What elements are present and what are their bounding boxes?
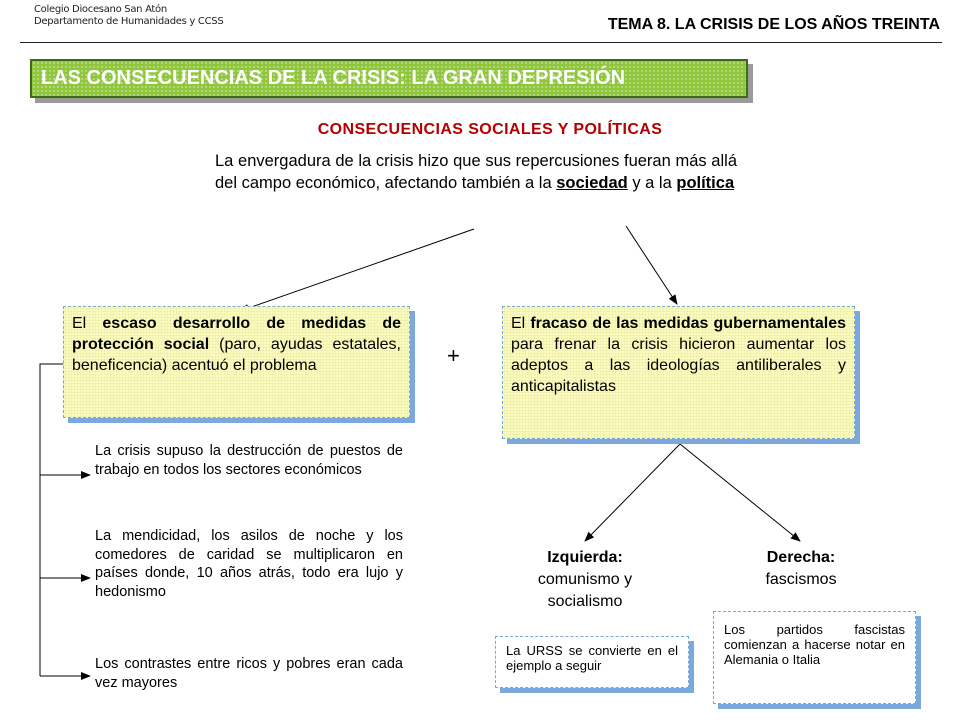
intro-sociedad: sociedad bbox=[556, 174, 628, 192]
bracket-line bbox=[40, 364, 63, 676]
tema-title: TEMA 8. LA CRISIS DE LOS AÑOS TREINTA bbox=[607, 16, 940, 33]
intro-text-b: y a la bbox=[627, 174, 677, 192]
derecha-line-1: fascismos bbox=[765, 571, 837, 588]
government-failure-box bbox=[502, 306, 855, 439]
bullet-mendicity: La mendicidad, los asilos de noche y los comedores de caridad se multiplicaron en países donde, 10 años atrás, todo era lujo y hedonismo bbox=[95, 528, 403, 601]
arrow-to-izquierda bbox=[585, 444, 680, 541]
gov-box-pre: El bbox=[511, 315, 531, 332]
social-box-post: (paro, ayudas estatales, beneficencia) acentuó el problema bbox=[72, 336, 401, 374]
bullet-job-destruction: La crisis supuso la destrucción de puestos de trabajo en todos los sectores económicos bbox=[95, 443, 403, 478]
fascist-parties-note: Los partidos fascistas comienzan a hacerse notar en Alemania o Italia bbox=[713, 611, 916, 704]
izquierda-line-1: comunismo y bbox=[537, 571, 633, 588]
school-line-1: Colegio Diocesano San Atón bbox=[34, 4, 167, 15]
plus-sign: + bbox=[447, 343, 460, 368]
urss-note: La URSS se convierte en el ejemplo a seguir bbox=[495, 636, 689, 688]
social-box-pre: El bbox=[72, 315, 103, 332]
izquierda-heading bbox=[490, 547, 680, 613]
social-box-bold: escaso desarrollo de medidas de protección social bbox=[72, 315, 401, 353]
derecha-label: Derecha: bbox=[766, 549, 836, 566]
intro-politica: política bbox=[676, 174, 735, 192]
social-protection-box bbox=[63, 306, 410, 418]
arrow-to-political bbox=[626, 226, 677, 304]
bullet-contrasts: Los contrastes entre ricos y pobres eran cada vez mayores bbox=[95, 656, 403, 691]
arrow-to-social bbox=[240, 229, 474, 311]
intro-text-a: La envergadura de la crisis hizo que sus repercusiones fueran más allá del campo económico, afectando también a la bbox=[215, 152, 737, 192]
page-title-banner: LAS CONSECUENCIAS DE LA CRISIS: LA GRAN DEPRESIÓN bbox=[30, 59, 748, 98]
gov-box-post: para frenar la crisis hicieron aumentar los adeptos a las ideologías antiliberales y anticapitalistas bbox=[511, 336, 846, 395]
derecha-heading bbox=[706, 547, 896, 591]
izquierda-line-2: socialismo bbox=[547, 593, 623, 610]
school-line-2: Departamento de Humanidades y CCSS bbox=[34, 16, 224, 27]
izquierda-label: Izquierda: bbox=[547, 549, 623, 566]
section-subtitle: CONSECUENCIAS SOCIALES Y POLÍTICAS bbox=[317, 121, 663, 138]
arrow-to-derecha bbox=[680, 444, 800, 541]
gov-box-bold: fracaso de las medidas gubernamentales bbox=[530, 315, 847, 332]
